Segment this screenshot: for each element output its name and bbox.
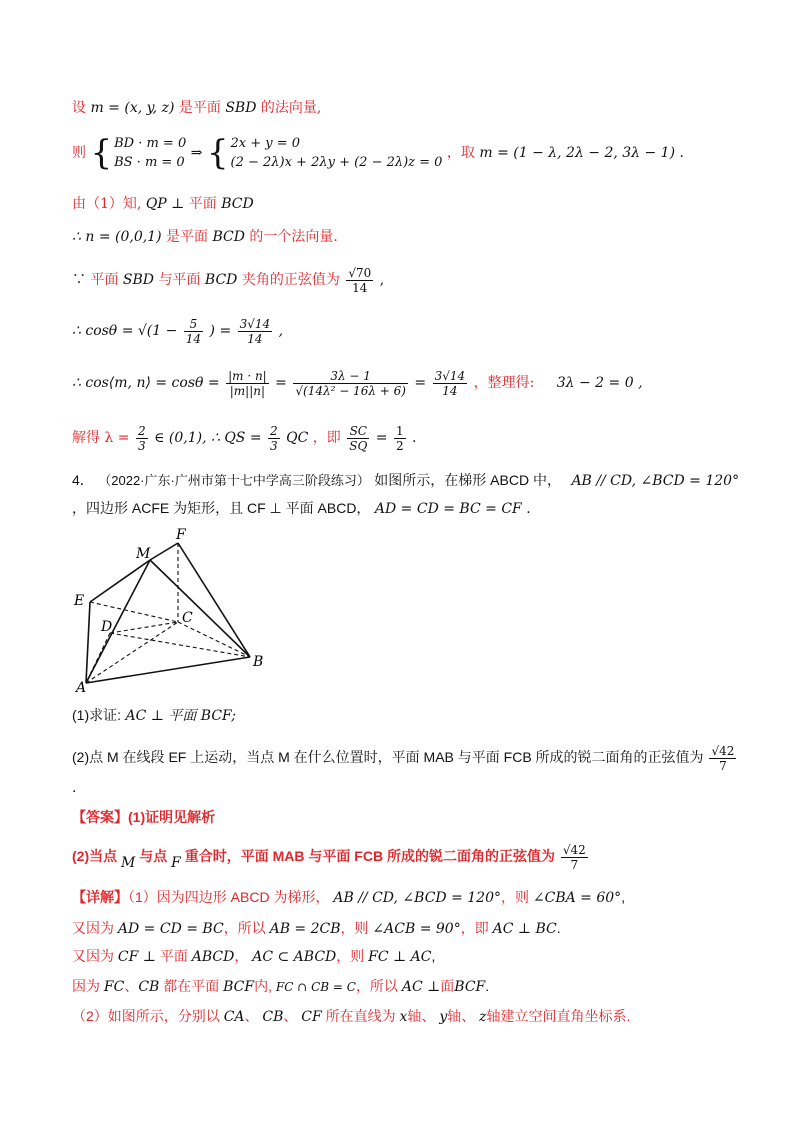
math: AC ⊂ ABCD [252, 949, 337, 965]
text: 又因为 [72, 920, 114, 936]
line-cos-theta [72, 313, 283, 349]
detail-line-3 [72, 946, 435, 967]
text: ，整理得: [473, 375, 535, 391]
fraction: $\frac{1}{2}$ [395, 423, 404, 453]
label-B: B [253, 654, 264, 670]
math: = [275, 375, 287, 391]
fraction: $\frac{SC}{SQ}$ [349, 423, 368, 453]
text: 是平面 [178, 100, 221, 116]
math: ) = [209, 323, 232, 339]
math: AD = CD = BC = CF [374, 501, 522, 517]
text: （2）如图所示，分别以 [72, 1008, 220, 1024]
text: 轴、 [447, 1008, 476, 1024]
math: CF [301, 1009, 322, 1025]
text: 是平面 [166, 229, 209, 245]
text: ，即 [460, 920, 489, 936]
text: (2)当点 [72, 848, 118, 864]
text: 轴、 [407, 1008, 436, 1024]
geometry-figure [70, 525, 270, 695]
label-D: D [101, 619, 113, 635]
text: 都在平面 [163, 978, 220, 994]
math: AC ⊥ [401, 979, 441, 995]
line-equation-system [72, 130, 684, 176]
math: z [479, 1009, 487, 1025]
math: 3λ − 2 = 0 [556, 375, 634, 391]
math: ∴ cos⟨m, n⟩ = cosθ = [72, 375, 220, 391]
figure-solid-edges [86, 543, 250, 683]
text: 、 [124, 978, 139, 994]
answer-label: 【答案】 [72, 809, 128, 825]
fraction: $\frac{3√14}{14}$ [434, 368, 466, 398]
label-A: A [76, 680, 87, 695]
text: (1)求证: [72, 707, 121, 723]
text: 解得 λ = [72, 430, 130, 446]
text: 如图所示，在梯形 ABCD 中， [374, 472, 561, 488]
text: 与点 [139, 848, 168, 864]
math: AD = CD = BC [117, 921, 224, 937]
text: . [556, 920, 561, 936]
edge-FB [178, 543, 250, 657]
math: BCD [204, 272, 238, 288]
text: (1)证明见解析 [128, 809, 216, 825]
edge-MA [86, 560, 150, 683]
math: AC ⊥ 平面 BCF; [125, 708, 236, 724]
text: ，则 [340, 920, 369, 936]
answer-line-1 [72, 807, 215, 827]
figure-hidden-edges [86, 543, 250, 683]
math: y [439, 1009, 448, 1025]
math: F [171, 855, 181, 871]
label-E: E [74, 593, 85, 609]
fraction: $\frac{2}{3}$ [270, 423, 278, 453]
math: ABCD [191, 949, 235, 965]
edge-DC [110, 622, 178, 633]
math: . [412, 430, 417, 446]
math: x [399, 1009, 408, 1025]
text: 轴建立空间直角坐标系. [486, 1008, 631, 1024]
math-m-vector: m = (x, y, z) [90, 100, 175, 116]
math: BCD [221, 196, 254, 212]
text: 平面 [188, 196, 217, 212]
text: 平面 [159, 948, 188, 964]
edge-EM [90, 560, 150, 602]
math: BCF [223, 979, 255, 995]
question-1 [72, 705, 236, 726]
question-2-end: . [72, 780, 77, 796]
text: ，则 [336, 948, 365, 964]
math: BCF [454, 979, 486, 995]
math: , [278, 323, 284, 339]
math: CB [138, 979, 160, 995]
text: 与平面 [158, 272, 201, 288]
text: (2)点 M 在线段 EF 上运动，当点 M 在什么位置时，平面 MAB 与平面 FCB 所成的锐二面角的正弦值为 [72, 749, 704, 765]
text: , [431, 948, 436, 964]
math: CB [262, 1009, 284, 1025]
detail-line-4 [72, 976, 489, 997]
text: 所在直线为 [325, 1008, 396, 1024]
problem-source: （2022·广东·广州市第十七中学高三阶段练习） [98, 473, 370, 488]
fraction: $\frac{√70}{14}$ [348, 265, 372, 295]
text: 夹角的正弦值为 [241, 272, 340, 288]
math: AB = 2CB [269, 921, 341, 937]
math: FC [103, 979, 125, 995]
answer-line-2 [72, 836, 590, 883]
fraction: $\frac{3√14}{14}$ [239, 316, 271, 346]
text: ，则 [501, 889, 529, 905]
edge-AC [86, 622, 178, 683]
text: . [485, 978, 490, 994]
math: = [375, 430, 388, 446]
detail-line-2 [72, 918, 561, 939]
math: ∴ cosθ = √(1 − [72, 323, 178, 339]
text: . [679, 145, 684, 161]
fraction: $\frac{√42}{7}$ [562, 842, 586, 872]
math: AB // CD, ∠BCD = 120° [571, 473, 740, 489]
text: 由（1）知, [72, 196, 142, 212]
fraction: $\frac{|m \cdot n|}{|m||n|}$ [228, 368, 267, 398]
line-qp-perp [72, 194, 254, 214]
math: AB // CD, ∠BCD = 120° [333, 890, 501, 906]
math: QP ⊥ [145, 196, 185, 212]
text: 面 [440, 978, 455, 994]
text: ，即 [312, 430, 341, 446]
line-n-vector [72, 227, 338, 247]
fraction: $\frac{2}{3}$ [137, 423, 146, 453]
problem-header [72, 470, 739, 491]
edge-AB [86, 657, 250, 683]
text: 的一个法向量. [249, 229, 338, 245]
text: （1）因为四边形 ABCD 为梯形， [128, 889, 330, 905]
math: QC [286, 430, 309, 446]
text: ， [234, 948, 249, 964]
math: CF ⊥ [117, 949, 156, 965]
text: ，取 [446, 145, 475, 161]
text: 、 [244, 1008, 259, 1024]
text: 、 [283, 1008, 298, 1024]
text: 内, [254, 978, 272, 994]
math: FC ⊥ AC [368, 949, 432, 965]
fraction: $\frac{3\lambda - 1}{\text{√(14λ² − 16λ + 6)}}$ [295, 368, 406, 398]
math: SBD [122, 272, 155, 288]
line-normal-vector-def [72, 98, 321, 118]
text: ，所以 [223, 920, 266, 936]
because-symbol: ∵ [72, 272, 86, 288]
edge-EA [86, 602, 90, 683]
math-m-solution: m = (1 − λ, 2λ − 2, 3λ − 1) [479, 145, 676, 161]
text: , [621, 889, 626, 905]
text: 又因为 [72, 948, 114, 964]
detail-label: 【详解】 [72, 889, 128, 905]
math: BCD [212, 229, 245, 245]
text: 则 [72, 145, 86, 161]
math: CA [223, 1009, 245, 1025]
detail-line-1 [72, 887, 625, 908]
label-C: C [182, 610, 193, 626]
math: FC ∩ CB = C [275, 980, 356, 994]
text: ，四边形 ACFE 为矩形，且 CF ⊥ 平面 ABCD， [72, 500, 371, 516]
math-plane-sbd: SBD [225, 100, 257, 116]
text: 因为 [72, 978, 100, 994]
detail-line-5 [72, 1006, 630, 1027]
line-sine-value [72, 262, 384, 298]
edge-MF [150, 543, 178, 560]
brace: { [90, 133, 113, 173]
line-cos-mn [72, 363, 643, 403]
text: 重合时，平面 MAB 与平面 FCB 所成的锐二面角的正弦值为 [184, 848, 555, 864]
math: M [121, 855, 136, 871]
line-lambda-solution [72, 420, 416, 456]
text: . [526, 501, 531, 517]
math: AC ⊥ BC [492, 921, 557, 937]
question-2 [72, 738, 738, 776]
math: ∠CBA = 60° [532, 890, 622, 906]
fraction: $\frac{√42}{7}$ [711, 743, 735, 773]
math: ∈ (0,1), ∴ QS = [154, 430, 262, 446]
math: ∠ACB = 90° [372, 921, 461, 937]
math: = [414, 375, 427, 391]
edge-MB [150, 560, 250, 657]
math: , [638, 375, 643, 391]
text: ，所以 [355, 978, 398, 994]
brace: { [206, 133, 229, 173]
text: 的法向量, [260, 100, 322, 116]
problem-line2 [72, 498, 531, 519]
text: , [379, 272, 385, 288]
math: ∴ n = (0,0,1) [72, 229, 162, 245]
fraction: $\frac{5}{14}$ [185, 316, 202, 346]
text: 平面 [90, 272, 119, 288]
system-left: BD · m = 0 BS · m = 0 [114, 136, 187, 170]
system-right: 2x + y = 0 (2 − 2λ)x + 2λy + (2 − 2λ)z = 0 [230, 136, 443, 170]
problem-number: 4． [72, 472, 94, 488]
implies-arrow: ⇒ [190, 145, 203, 161]
text: 设 [72, 100, 86, 116]
label-M: M [136, 546, 151, 562]
label-F: F [176, 527, 186, 543]
